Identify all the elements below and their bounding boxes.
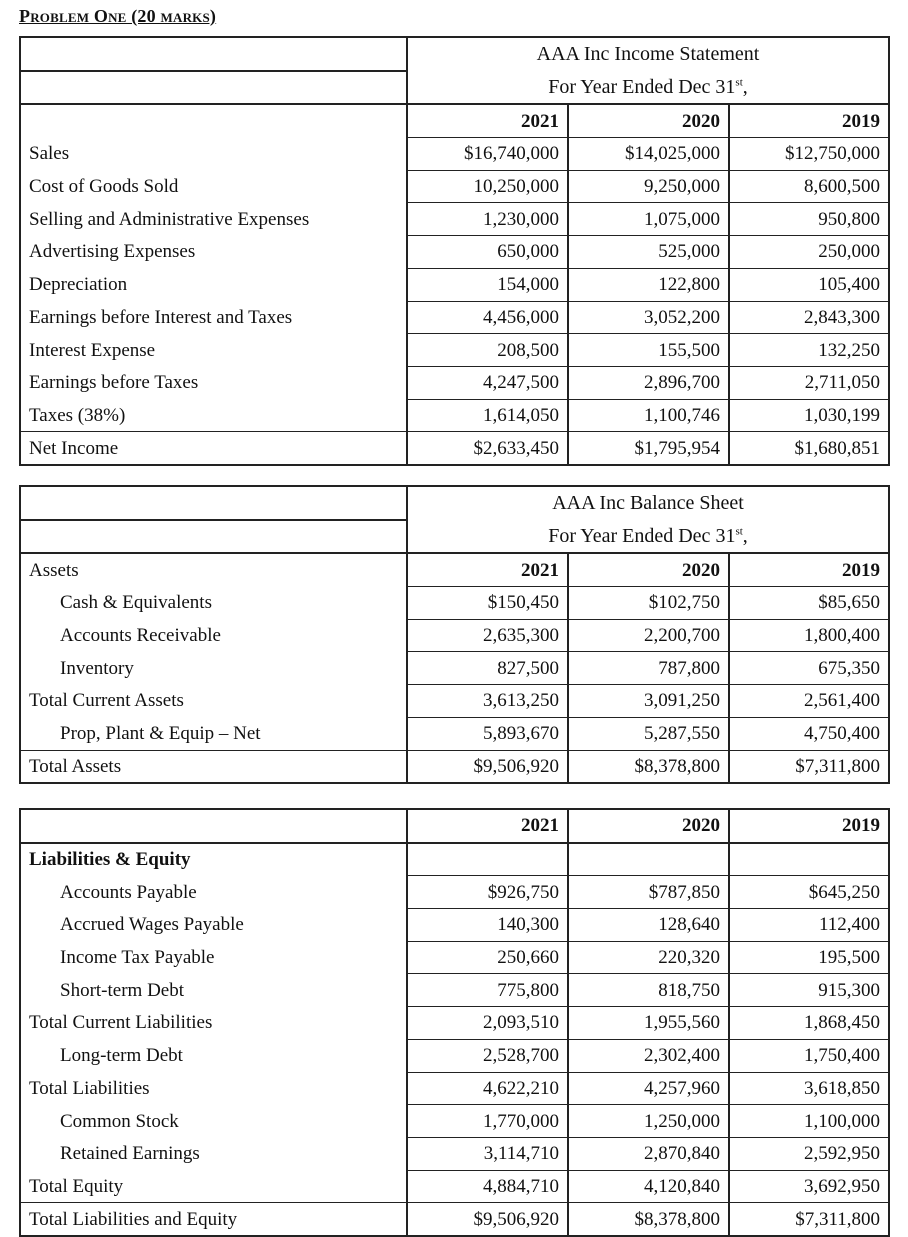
liab-row-value: 1,100,000	[729, 1105, 889, 1138]
liab-row-value: 818,750	[568, 974, 729, 1007]
liab-section-row	[20, 843, 889, 876]
liab-section-empty-cell	[568, 843, 729, 876]
income-row-value: 3,052,200	[568, 301, 729, 334]
income-row-value: 4,247,500	[407, 366, 568, 399]
balance-row-value: 3,091,250	[568, 685, 729, 718]
income-row-label: Advertising Expenses	[20, 236, 407, 269]
balance-row-value: 2,561,400	[729, 685, 889, 718]
problem-heading: Problem One (20 marks)	[19, 6, 217, 26]
liab-row-label: Retained Earnings	[20, 1137, 407, 1170]
income-row-value: 1,100,746	[568, 399, 729, 432]
liab-row-value: $9,506,920	[407, 1203, 568, 1236]
liab-row	[20, 876, 889, 909]
liab-row	[20, 1105, 889, 1138]
income-subtitle-sup: st	[735, 75, 743, 88]
balance-row-label: Accounts Receivable	[20, 619, 407, 652]
liab-year-2019: 2019	[729, 809, 889, 843]
balance-subtitle-row	[20, 520, 889, 554]
balance-subtitle: For Year Ended Dec 31st,	[407, 520, 889, 554]
liab-year-row	[20, 809, 889, 843]
balance-row	[20, 685, 889, 718]
income-row-value: 525,000	[568, 236, 729, 269]
liab-row-value: 4,257,960	[568, 1072, 729, 1105]
balance-year-2019: 2019	[729, 553, 889, 586]
liab-row	[20, 941, 889, 974]
liab-row-value: 2,592,950	[729, 1137, 889, 1170]
income-row-value: 4,456,000	[407, 301, 568, 334]
liab-row-value: 4,622,210	[407, 1072, 568, 1105]
income-statement-table	[19, 36, 890, 466]
income-title-label-cell	[20, 37, 407, 71]
liab-year-label-cell	[20, 809, 407, 843]
income-row-label: Interest Expense	[20, 334, 407, 367]
income-row-value: 208,500	[407, 334, 568, 367]
income-subtitle-label-cell	[20, 71, 407, 105]
income-row-label: Selling and Administrative Expenses	[20, 203, 407, 236]
liab-row-value: 250,660	[407, 941, 568, 974]
income-year-2019: 2019	[729, 104, 889, 137]
income-row	[20, 301, 889, 334]
liab-row-label: Total Current Liabilities	[20, 1007, 407, 1040]
balance-row-value: 2,200,700	[568, 619, 729, 652]
income-row-value: 9,250,000	[568, 170, 729, 203]
income-row	[20, 432, 889, 465]
liab-row-value: 3,114,710	[407, 1137, 568, 1170]
liabilities-equity-table	[19, 808, 890, 1237]
balance-row-value: 787,800	[568, 652, 729, 685]
income-row	[20, 170, 889, 203]
income-row-value: 2,896,700	[568, 366, 729, 399]
liab-row	[20, 1170, 889, 1203]
liab-row-value: 3,618,850	[729, 1072, 889, 1105]
income-row-value: 8,600,500	[729, 170, 889, 203]
balance-row-value: $7,311,800	[729, 750, 889, 783]
balance-row-value: 3,613,250	[407, 685, 568, 718]
income-row	[20, 203, 889, 236]
liab-row-value: 112,400	[729, 909, 889, 942]
liab-row-value: 220,320	[568, 941, 729, 974]
liab-row	[20, 909, 889, 942]
income-row-value: 1,230,000	[407, 203, 568, 236]
liab-row	[20, 1137, 889, 1170]
liab-row-label: Total Liabilities and Equity	[20, 1203, 407, 1236]
income-row	[20, 236, 889, 269]
liab-row-value: 1,955,560	[568, 1007, 729, 1040]
liab-row-value: 775,800	[407, 974, 568, 1007]
liab-year-2021: 2021	[407, 809, 568, 843]
balance-year-row	[20, 553, 889, 586]
balance-row	[20, 652, 889, 685]
liab-row-value: $8,378,800	[568, 1203, 729, 1236]
balance-year-2021: 2021	[407, 553, 568, 586]
liab-row-value: 3,692,950	[729, 1170, 889, 1203]
income-row-value: 650,000	[407, 236, 568, 269]
balance-row-value: 2,635,300	[407, 619, 568, 652]
liab-row-label: Common Stock	[20, 1105, 407, 1138]
balance-row-value: $150,450	[407, 587, 568, 620]
income-row	[20, 399, 889, 432]
income-row-value: $1,680,851	[729, 432, 889, 465]
liab-row-value: $7,311,800	[729, 1203, 889, 1236]
liab-row-value: 1,770,000	[407, 1105, 568, 1138]
liab-row-label: Long-term Debt	[20, 1039, 407, 1072]
balance-row-value: 5,893,670	[407, 717, 568, 750]
income-title: AAA Inc Income Statement	[407, 37, 889, 71]
balance-row-value: $9,506,920	[407, 750, 568, 783]
liab-row	[20, 1007, 889, 1040]
liab-row-value: 140,300	[407, 909, 568, 942]
liab-row	[20, 1072, 889, 1105]
liab-row-value: 1,868,450	[729, 1007, 889, 1040]
balance-row-value: 4,750,400	[729, 717, 889, 750]
liab-row-value: $787,850	[568, 876, 729, 909]
liab-section-empty-cell	[407, 843, 568, 876]
balance-sheet-table	[19, 485, 890, 784]
balance-row-value: 1,800,400	[729, 619, 889, 652]
balance-row	[20, 750, 889, 783]
income-row-label: Earnings before Interest and Taxes	[20, 301, 407, 334]
liab-row-value: 2,528,700	[407, 1039, 568, 1072]
balance-row	[20, 587, 889, 620]
income-row	[20, 138, 889, 171]
income-row-value: 250,000	[729, 236, 889, 269]
income-row-value: $16,740,000	[407, 138, 568, 171]
income-subtitle-row	[20, 71, 889, 105]
income-title-row	[20, 37, 889, 71]
balance-row-label: Total Current Assets	[20, 685, 407, 718]
income-row-value: 1,075,000	[568, 203, 729, 236]
income-row-label: Earnings before Taxes	[20, 366, 407, 399]
income-row-value: 105,400	[729, 268, 889, 301]
balance-row	[20, 619, 889, 652]
income-row	[20, 366, 889, 399]
income-row-value: 2,843,300	[729, 301, 889, 334]
income-row-label: Taxes (38%)	[20, 399, 407, 432]
balance-subtitle-sup: st	[735, 524, 743, 537]
income-row-value: 10,250,000	[407, 170, 568, 203]
balance-row-value: 675,350	[729, 652, 889, 685]
income-row-value: 155,500	[568, 334, 729, 367]
liab-row-value: 4,884,710	[407, 1170, 568, 1203]
balance-row-label: Total Assets	[20, 750, 407, 783]
balance-row-value: 5,287,550	[568, 717, 729, 750]
income-row-value: 2,711,050	[729, 366, 889, 399]
liab-row	[20, 1039, 889, 1072]
income-row-label: Net Income	[20, 432, 407, 465]
balance-row-value: $8,378,800	[568, 750, 729, 783]
income-year-label-cell	[20, 104, 407, 137]
liab-section-empty-cell	[729, 843, 889, 876]
liab-row-value: 2,870,840	[568, 1137, 729, 1170]
liab-section-label: Liabilities & Equity	[20, 843, 407, 876]
balance-year-2020: 2020	[568, 553, 729, 586]
liab-row-label: Income Tax Payable	[20, 941, 407, 974]
income-row-value: 950,800	[729, 203, 889, 236]
income-row-value: 132,250	[729, 334, 889, 367]
balance-title-label-cell	[20, 486, 407, 520]
balance-row-label: Inventory	[20, 652, 407, 685]
balance-subtitle-label-cell	[20, 520, 407, 554]
income-row-label: Sales	[20, 138, 407, 171]
liab-row-value: 915,300	[729, 974, 889, 1007]
liab-row-label: Total Liabilities	[20, 1072, 407, 1105]
balance-row-value: 827,500	[407, 652, 568, 685]
income-row-value: 154,000	[407, 268, 568, 301]
liab-row-value: 2,302,400	[568, 1039, 729, 1072]
income-year-row	[20, 104, 889, 137]
income-row-value: $2,633,450	[407, 432, 568, 465]
income-row-label: Cost of Goods Sold	[20, 170, 407, 203]
liab-row-value: $645,250	[729, 876, 889, 909]
liab-row-value: 1,250,000	[568, 1105, 729, 1138]
balance-row-label: Prop, Plant & Equip – Net	[20, 717, 407, 750]
income-year-2020: 2020	[568, 104, 729, 137]
income-row-value: $1,795,954	[568, 432, 729, 465]
liab-row-label: Short-term Debt	[20, 974, 407, 1007]
liab-row-value: 4,120,840	[568, 1170, 729, 1203]
income-row	[20, 268, 889, 301]
liab-row-value: 128,640	[568, 909, 729, 942]
liab-row-value: $926,750	[407, 876, 568, 909]
balance-row-value: $85,650	[729, 587, 889, 620]
income-row-label: Depreciation	[20, 268, 407, 301]
income-row	[20, 334, 889, 367]
income-row-value: 1,614,050	[407, 399, 568, 432]
liab-row-value: 2,093,510	[407, 1007, 568, 1040]
balance-row-label: Cash & Equivalents	[20, 587, 407, 620]
income-year-2021: 2021	[407, 104, 568, 137]
balance-row-value: $102,750	[568, 587, 729, 620]
income-subtitle: For Year Ended Dec 31st,	[407, 71, 889, 105]
liab-row-value: 195,500	[729, 941, 889, 974]
balance-row	[20, 717, 889, 750]
liab-row-value: 1,750,400	[729, 1039, 889, 1072]
liab-row-label: Accounts Payable	[20, 876, 407, 909]
balance-title: AAA Inc Balance Sheet	[407, 486, 889, 520]
income-row-value: $12,750,000	[729, 138, 889, 171]
liab-row	[20, 974, 889, 1007]
income-row-value: 122,800	[568, 268, 729, 301]
liab-row-label: Total Equity	[20, 1170, 407, 1203]
income-row-value: 1,030,199	[729, 399, 889, 432]
liab-row-label: Accrued Wages Payable	[20, 909, 407, 942]
income-row-value: $14,025,000	[568, 138, 729, 171]
liab-row	[20, 1203, 889, 1236]
liab-year-2020: 2020	[568, 809, 729, 843]
balance-title-row	[20, 486, 889, 520]
balance-year-label-cell: Assets	[20, 553, 407, 586]
